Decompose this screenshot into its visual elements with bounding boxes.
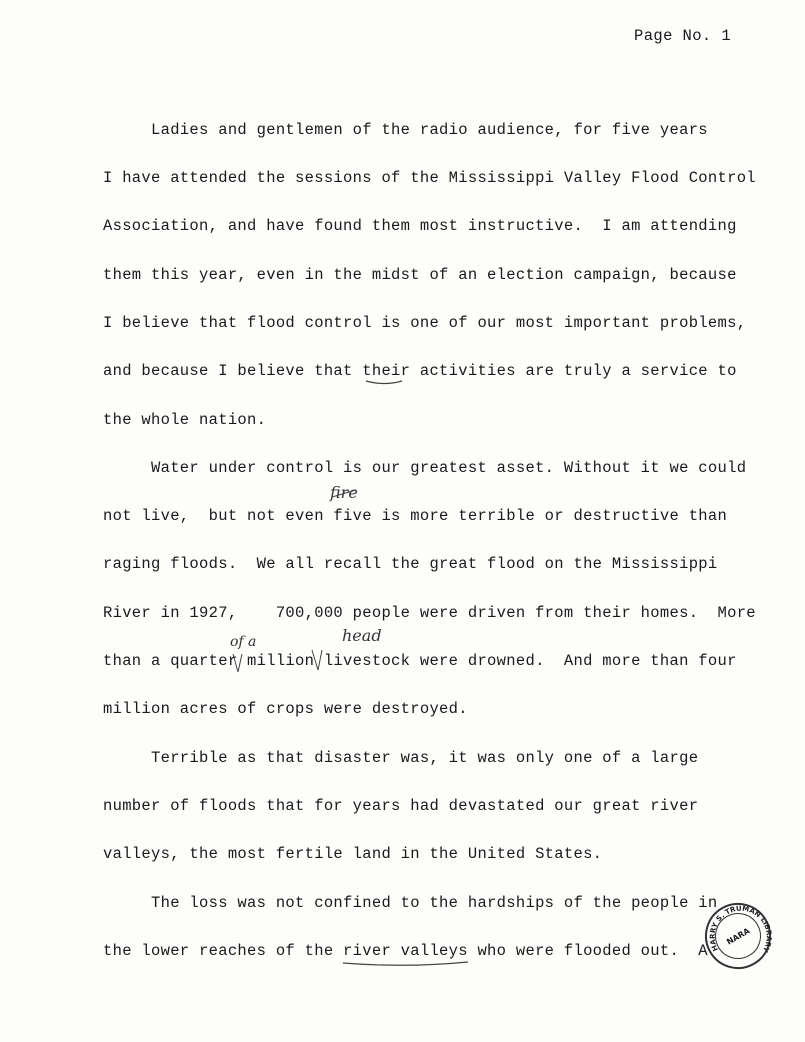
handwritten-of-a: of a [230,634,257,650]
document-line: Water under control is our greatest asset. Without it we could [103,459,747,477]
document-line: million acres of crops were destroyed. [103,700,468,718]
document-line: River in 1927, 700,000 people were driven from their homes. More [103,604,756,622]
document-line: and because I believe that their activities are truly a service to [103,362,737,380]
document-line: raging floods. We all recall the great flood on the Mississippi [103,555,718,573]
document-line: them this year, even in the midst of an election campaign, because [103,266,737,284]
page-number: Page No. 1 [634,27,732,45]
document-line: I believe that flood control is one of our most important problems, [103,314,747,332]
document-line: Association, and have found them most instructive. I am attending [103,217,737,235]
document-line: the whole nation. [103,411,267,429]
document-line: Ladies and gentlemen of the radio audience, for five years [103,121,708,139]
document-line: valleys, the most fertile land in the United States. [103,845,603,863]
document-line: not live, but not even five is more terrible or destructive than [103,507,728,525]
document-line: the lower reaches of the river valleys who were flooded out. A [103,942,708,960]
underline-river-valleys [343,962,468,965]
document-line: I have attended the sessions of the Mississippi Valley Flood Control [103,169,756,187]
stamp-arc-text: HARRY S. TRUMAN LIBRARY [708,904,773,954]
handwritten-head: head [342,626,382,645]
stamp-center-text: NARA [724,925,752,947]
handwritten-fire: fire [330,483,358,502]
underline-their [366,381,402,384]
document-line: Terrible as that disaster was, it was only one of a large [103,749,699,767]
document-line: number of floods that for years had devastated our great river [103,797,699,815]
document-line: than a quarter million livestock were drowned. And more than four [103,652,737,670]
document-line: The loss was not confined to the hardships of the people in [103,894,718,912]
